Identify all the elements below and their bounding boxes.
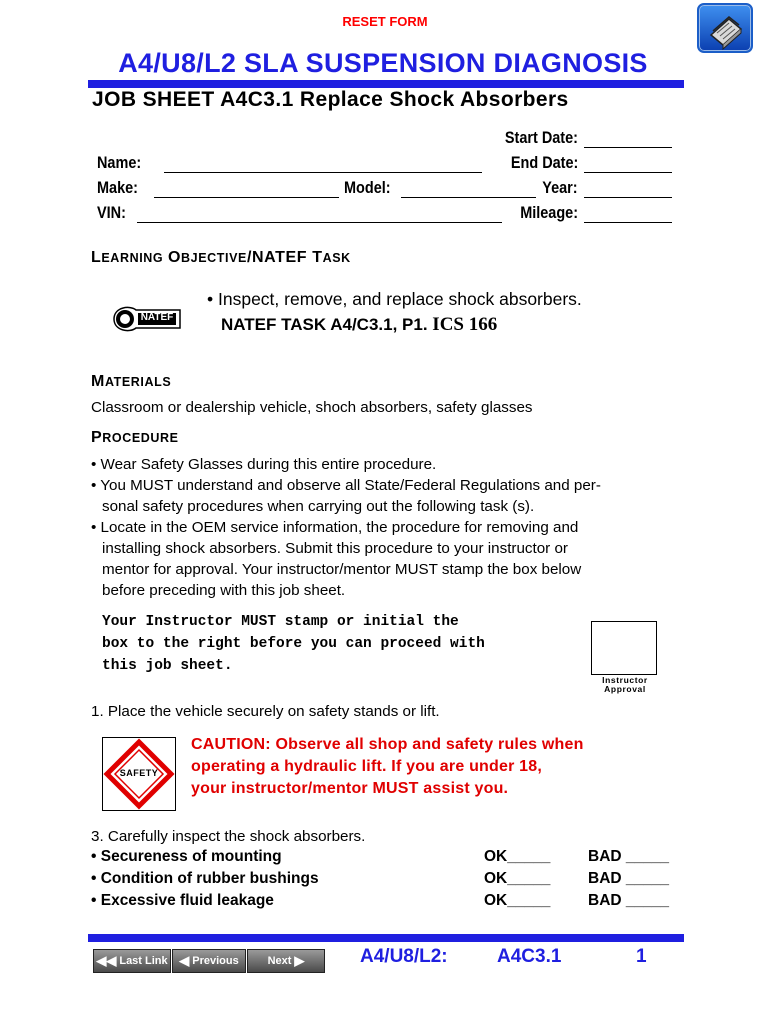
list-item: sonal safety procedures when carrying out the following task (s). — [102, 498, 535, 515]
step-3-text: 3. Carefully inspect the shock absorbers. — [91, 828, 366, 845]
bad-field[interactable]: BAD _____ — [588, 892, 669, 909]
procedure-heading: PROCEDURE — [91, 429, 179, 446]
learning-objective-heading: LEARNING OBJECTIVE/NATEF TASK — [91, 249, 351, 266]
materials-heading: MATERIALS — [91, 373, 172, 390]
make-label: Make: — [97, 178, 138, 197]
double-left-arrow-icon: ◀◀ — [96, 953, 117, 968]
page-title: A4/U8/L2 SLA SUSPENSION DIAGNOSIS — [118, 48, 648, 78]
ok-field[interactable]: OK_____ — [484, 870, 551, 887]
make-field[interactable] — [154, 197, 339, 198]
mileage-field[interactable] — [584, 222, 672, 223]
list-item: • Wear Safety Glasses during this entire procedure. — [91, 456, 437, 473]
footer-code: A4/U8/L2: — [360, 946, 448, 967]
safety-icon: SAFETY — [102, 737, 176, 811]
footer-divider — [88, 934, 684, 942]
caution-text: CAUTION: Observe all shop and safety rules when operating a hydraulic lift. If you are under 18, your instructor/mentor MUST assist you. — [191, 736, 584, 797]
bad-field[interactable]: BAD _____ — [588, 848, 669, 865]
list-item: installing shock absorbers. Submit this procedure to your instructor or — [102, 540, 568, 557]
next-button[interactable]: Next ▶ — [247, 949, 325, 973]
materials-text: Classroom or dealership vehicle, shoch absorbers, safety glasses — [91, 399, 533, 416]
end-date-field[interactable] — [584, 172, 672, 173]
stamp-instruction: Your Instructor MUST stamp or initial the box to the right before you can proceed with this job sheet. — [102, 614, 485, 674]
model-label: Model: — [344, 178, 391, 197]
list-item: mentor for approval. Your instructor/mentor MUST stamp the box below — [102, 561, 582, 578]
reset-form-button[interactable]: RESET FORM — [342, 14, 428, 29]
checklist-row: • Condition of rubber bushings OK_____ BAD _____ — [91, 870, 669, 887]
footer-sheet: A4C3.1 — [497, 946, 562, 967]
instructor-approval-box[interactable] — [591, 621, 657, 675]
previous-button[interactable]: ◀ Previous — [172, 949, 246, 973]
page-number: 1 — [636, 946, 647, 967]
list-item: • Locate in the OEM service information, the procedure for removing and — [91, 519, 579, 536]
vin-field[interactable] — [137, 222, 502, 223]
right-arrow-icon: ▶ — [294, 953, 305, 968]
book-icon[interactable] — [697, 3, 753, 53]
ok-field[interactable]: OK_____ — [484, 848, 551, 865]
left-arrow-icon: ◀ — [179, 953, 190, 968]
checklist-row: • Excessive fluid leakage OK_____ BAD _____ — [91, 892, 669, 909]
last-link-button[interactable]: ◀◀ Last Link — [93, 949, 171, 973]
ok-field[interactable]: OK_____ — [484, 892, 551, 909]
year-label: Year: — [542, 178, 578, 197]
procedure-list — [91, 454, 691, 601]
checklist-row: • Secureness of mounting OK_____ BAD _____ — [91, 848, 669, 865]
instructor-approval-label: Instructor Approval — [602, 675, 648, 694]
step-1-text: 1. Place the vehicle securely on safety stands or lift. — [91, 703, 440, 720]
list-item: • You MUST understand and observe all State/Federal Regulations and per- — [91, 477, 601, 494]
bad-field[interactable]: BAD _____ — [588, 870, 669, 887]
natef-task-line: NATEF TASK A4/C3.1, P1. ICS 166 — [221, 314, 498, 335]
mileage-label: Mileage: — [520, 203, 578, 222]
title-divider — [88, 80, 684, 88]
name-label: Name: — [97, 153, 142, 172]
job-sheet-title: JOB SHEET A4C3.1 Replace Shock Absorbers — [92, 88, 569, 111]
year-field[interactable] — [584, 197, 672, 198]
objective-text: • Inspect, remove, and replace shock absorbers. — [207, 289, 582, 309]
name-field[interactable] — [164, 172, 482, 173]
list-item: before preceding with this job sheet. — [102, 582, 346, 599]
end-date-label: End Date: — [510, 153, 578, 172]
inspection-checklist — [91, 848, 691, 914]
natef-badge-icon: NATEF — [110, 302, 184, 336]
model-field[interactable] — [401, 197, 536, 198]
start-date-label: Start Date: — [504, 128, 578, 147]
start-date-field[interactable] — [584, 147, 672, 148]
vin-label: VIN: — [97, 203, 126, 222]
